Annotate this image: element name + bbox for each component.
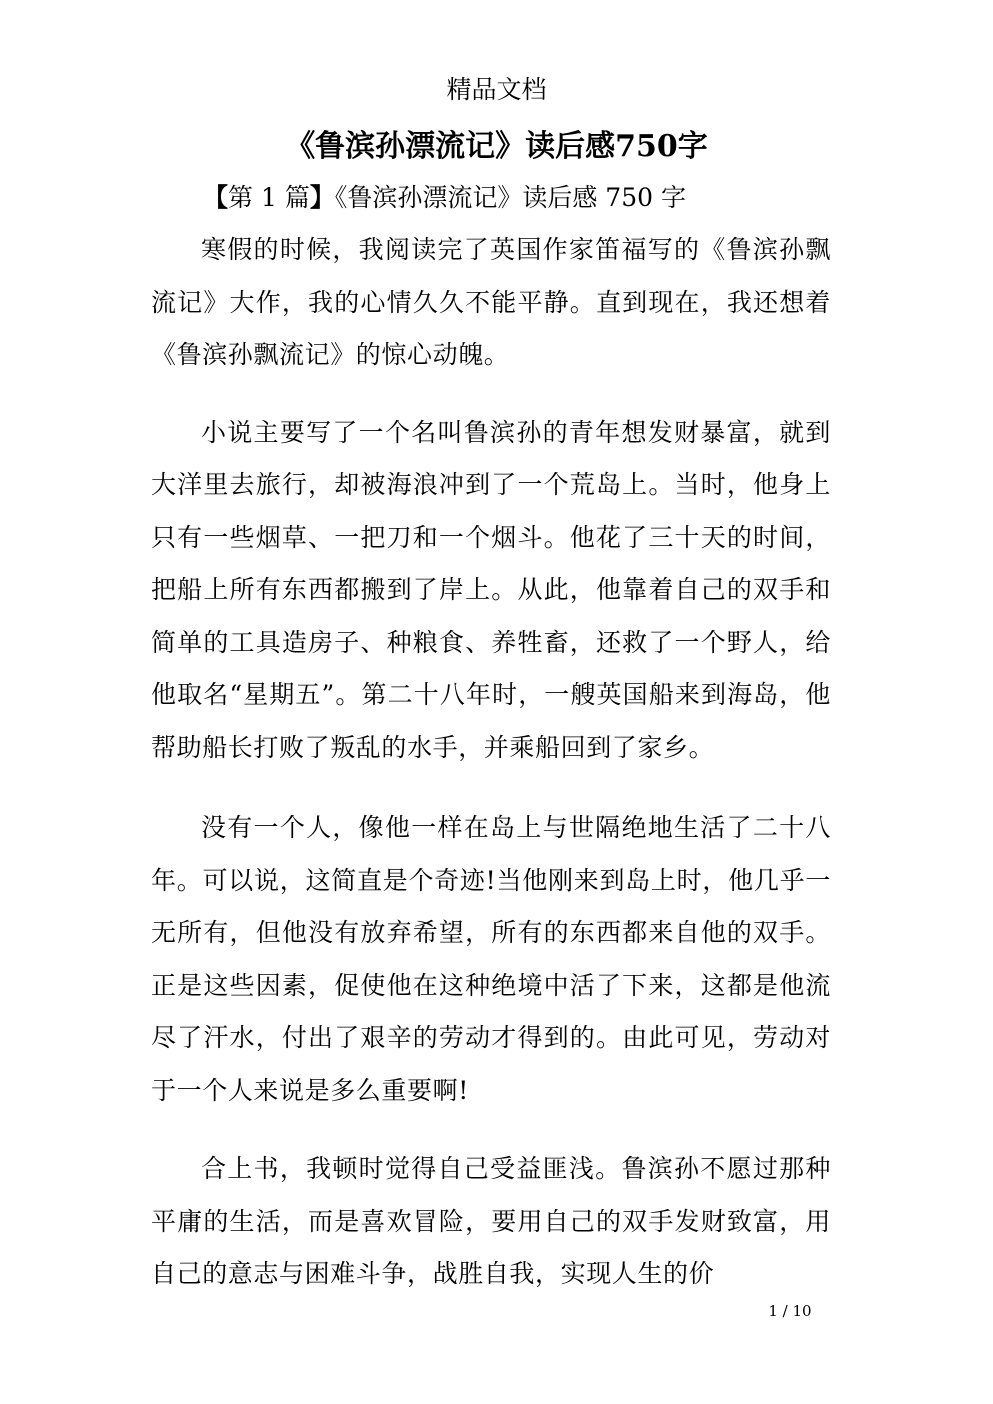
paragraph: 合上书，我顿时觉得自己受益匪浅。鲁滨孙不愿过那种平庸的生活，而是喜欢冒险，要用自己的双手发财致富，用自己的意志与困难斗争，战胜自我，实现人生的价 (151, 1154, 831, 1288)
chapter-open-bracket: 【 (203, 183, 229, 212)
page-number: 1 / 10 (768, 1302, 812, 1320)
chapter-label: 第 1 篇 (228, 183, 310, 212)
chapter-close-bracket: 】 (309, 183, 335, 212)
chapter-text: 《鲁滨孙漂流记》读后感 750 字 (334, 183, 686, 212)
document-title: 《鲁滨孙漂流记》读后感750字 (285, 129, 708, 164)
page-header: 精品文档 (446, 75, 547, 104)
paragraph: 没有一个人，像他一样在岛上与世隔绝地生活了二十八年。可以说，这简直是个奇迹!当他刚来到岛上时，他几乎一无所有，但他没有放弃希望，所有的东西都来自他的双手。正是这些因素，促使他在这种绝境中活了下来，这都是他流尽了汗水，付出了艰辛的劳动才得到的。由此可见，劳动对于一个人来说是多么重要啊! (151, 813, 831, 1105)
document-body (151, 224, 831, 1301)
paragraph: 小说主要写了一个名叫鲁滨孙的青年想发财暴富，就到大洋里去旅行，却被海浪冲到了一个荒岛上。当时，他身上只有一些烟草、一把刀和一个烟斗。他花了三十天的时间，把船上所有东西都搬到了岸上。从此，他靠着自己的双手和简单的工具造房子、种粮食、养牲畜，还救了一个野人，给他取名“星期五”。第二十八年时，一艘英国船来到海岛，他帮助船长打败了叛乱的水手，并乘船回到了家乡。 (151, 417, 831, 762)
paragraph: 寒假的时候，我阅读完了英国作家笛福写的《鲁滨孙飘流记》大作，我的心情久久不能平静。直到现在，我还想着《鲁滨孙飘流记》的惊心动魄。 (151, 235, 831, 369)
chapter-heading (203, 176, 903, 220)
